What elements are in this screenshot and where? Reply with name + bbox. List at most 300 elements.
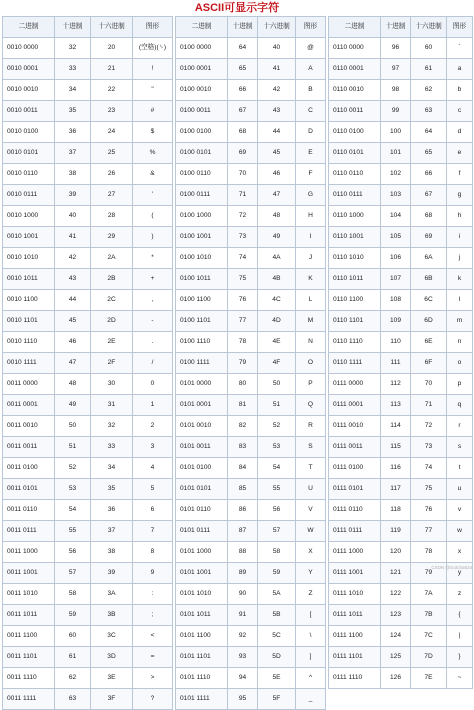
cell-decimal: 103 (381, 185, 411, 206)
cell-hex: 40 (258, 38, 296, 59)
cell-hex: 69 (411, 227, 447, 248)
cell-decimal: 110 (381, 332, 411, 353)
cell-glyph: > (133, 668, 173, 689)
table-row (176, 122, 326, 143)
ascii-table-block-2 (175, 16, 326, 710)
header-hex: 十六进制 (258, 17, 296, 38)
cell-glyph: I (296, 227, 326, 248)
table-row (3, 206, 173, 227)
cell-glyph: z (447, 584, 473, 605)
cell-glyph: a (447, 59, 473, 80)
cell-binary: 0100 0111 (176, 185, 228, 206)
cell-hex: 55 (258, 479, 296, 500)
table-row (3, 143, 173, 164)
table-row (329, 395, 473, 416)
cell-binary: 0011 0001 (3, 395, 55, 416)
table-row (329, 206, 473, 227)
table-row (329, 80, 473, 101)
table-row (329, 59, 473, 80)
cell-hex: 59 (258, 563, 296, 584)
cell-hex: 41 (258, 59, 296, 80)
cell-hex: 75 (411, 479, 447, 500)
cell-decimal: 69 (228, 143, 258, 164)
cell-glyph: 3 (133, 437, 173, 458)
cell-glyph: ^ (296, 668, 326, 689)
header-glyph: 图形 (133, 17, 173, 38)
cell-glyph: ; (133, 605, 173, 626)
cell-decimal: 75 (228, 269, 258, 290)
cell-decimal: 111 (381, 353, 411, 374)
cell-hex: 26 (91, 164, 133, 185)
cell-hex: 24 (91, 122, 133, 143)
table-row (329, 437, 473, 458)
table-row (176, 185, 326, 206)
cell-glyph: } (447, 647, 473, 668)
cell-decimal: 124 (381, 626, 411, 647)
cell-glyph: A (296, 59, 326, 80)
cell-binary: 0100 1010 (176, 248, 228, 269)
cell-binary: 0110 0000 (329, 38, 381, 59)
cell-binary: 0011 1100 (3, 626, 55, 647)
cell-binary: 0010 0100 (3, 122, 55, 143)
cell-binary: 0100 1110 (176, 332, 228, 353)
cell-glyph: ) (133, 227, 173, 248)
table-row (176, 521, 326, 542)
cell-hex: 6E (411, 332, 447, 353)
cell-glyph: Q (296, 395, 326, 416)
cell-glyph: M (296, 311, 326, 332)
cell-binary: 0010 1011 (3, 269, 55, 290)
cell-binary: 0111 0100 (329, 458, 381, 479)
cell-decimal: 45 (55, 311, 91, 332)
table-row (329, 311, 473, 332)
cell-glyph: o (447, 353, 473, 374)
cell-hex: 73 (411, 437, 447, 458)
cell-decimal: 96 (381, 38, 411, 59)
cell-binary: 0011 1000 (3, 542, 55, 563)
cell-decimal: 41 (55, 227, 91, 248)
table-row (329, 101, 473, 122)
table-row (3, 689, 173, 710)
cell-decimal: 79 (228, 353, 258, 374)
header-binary: 二进制 (329, 17, 381, 38)
cell-decimal: 88 (228, 542, 258, 563)
cell-glyph: n (447, 332, 473, 353)
cell-hex: 76 (411, 500, 447, 521)
cell-decimal: 68 (228, 122, 258, 143)
cell-glyph: @ (296, 38, 326, 59)
cell-binary: 0100 1001 (176, 227, 228, 248)
cell-binary: 0011 0010 (3, 416, 55, 437)
header-binary: 二进制 (176, 17, 228, 38)
cell-decimal: 63 (55, 689, 91, 710)
cell-glyph: p (447, 374, 473, 395)
table-row (176, 500, 326, 521)
cell-glyph: T (296, 458, 326, 479)
table-row (3, 290, 173, 311)
cell-decimal: 73 (228, 227, 258, 248)
table-row (176, 479, 326, 500)
table-row (3, 38, 173, 59)
cell-glyph: \ (296, 626, 326, 647)
table-row (176, 395, 326, 416)
cell-binary: 0110 1011 (329, 269, 381, 290)
cell-glyph: G (296, 185, 326, 206)
cell-binary: 0101 0010 (176, 416, 228, 437)
cell-hex: 77 (411, 521, 447, 542)
table-row (3, 563, 173, 584)
table-row (176, 437, 326, 458)
cell-decimal: 66 (228, 80, 258, 101)
table-row (3, 311, 173, 332)
cell-binary: 0011 0101 (3, 479, 55, 500)
cell-hex: 4F (258, 353, 296, 374)
cell-decimal: 35 (55, 101, 91, 122)
cell-hex: 3B (91, 605, 133, 626)
cell-glyph: / (133, 353, 173, 374)
cell-decimal: 33 (55, 59, 91, 80)
cell-binary: 0100 0101 (176, 143, 228, 164)
cell-decimal: 104 (381, 206, 411, 227)
table-row (176, 563, 326, 584)
cell-glyph: . (133, 332, 173, 353)
cell-binary: 0110 1001 (329, 227, 381, 248)
cell-binary: 0100 1000 (176, 206, 228, 227)
cell-glyph: ? (133, 689, 173, 710)
table-row (3, 479, 173, 500)
table-row (176, 206, 326, 227)
table-row (3, 164, 173, 185)
cell-hex: 53 (258, 437, 296, 458)
table-row (329, 227, 473, 248)
cell-binary: 0101 0011 (176, 437, 228, 458)
table-row (176, 269, 326, 290)
cell-hex: 42 (258, 80, 296, 101)
cell-hex: 27 (91, 185, 133, 206)
cell-hex: 5A (258, 584, 296, 605)
cell-glyph: q (447, 395, 473, 416)
cell-glyph: { (447, 605, 473, 626)
cell-glyph: f (447, 164, 473, 185)
cell-binary: 0111 1100 (329, 626, 381, 647)
cell-glyph: c (447, 101, 473, 122)
cell-hex: 2F (91, 353, 133, 374)
cell-decimal: 115 (381, 437, 411, 458)
cell-decimal: 39 (55, 185, 91, 206)
cell-decimal: 109 (381, 311, 411, 332)
cell-glyph: N (296, 332, 326, 353)
cell-binary: 0111 0101 (329, 479, 381, 500)
cell-decimal: 83 (228, 437, 258, 458)
cell-glyph: U (296, 479, 326, 500)
cell-glyph: < (133, 626, 173, 647)
cell-binary: 0111 1010 (329, 584, 381, 605)
cell-glyph: X (296, 542, 326, 563)
cell-hex: 50 (258, 374, 296, 395)
header-decimal: 十进制 (381, 17, 411, 38)
cell-hex: 7D (411, 647, 447, 668)
table-row (3, 647, 173, 668)
cell-binary: 0101 1001 (176, 563, 228, 584)
table-header-row (176, 17, 326, 38)
cell-decimal: 98 (381, 80, 411, 101)
cell-binary: 0101 1111 (176, 689, 228, 710)
cell-decimal: 36 (55, 122, 91, 143)
cell-decimal: 70 (228, 164, 258, 185)
cell-glyph: d (447, 122, 473, 143)
cell-binary: 0111 0000 (329, 374, 381, 395)
table-row (176, 248, 326, 269)
cell-glyph: ` (447, 38, 473, 59)
cell-binary: 0110 1111 (329, 353, 381, 374)
cell-hex: 21 (91, 59, 133, 80)
cell-binary: 0010 1100 (3, 290, 55, 311)
cell-glyph: - (133, 311, 173, 332)
cell-hex: 71 (411, 395, 447, 416)
cell-decimal: 126 (381, 668, 411, 689)
cell-binary: 0110 1101 (329, 311, 381, 332)
cell-glyph: e (447, 143, 473, 164)
cell-decimal: 32 (55, 38, 91, 59)
cell-hex: 3F (91, 689, 133, 710)
cell-decimal: 46 (55, 332, 91, 353)
cell-binary: 0101 0000 (176, 374, 228, 395)
cell-decimal: 50 (55, 416, 91, 437)
cell-hex: 4A (258, 248, 296, 269)
table-row (3, 521, 173, 542)
cell-decimal: 82 (228, 416, 258, 437)
table-row (176, 668, 326, 689)
cell-binary: 0111 1101 (329, 647, 381, 668)
cell-hex: 62 (411, 80, 447, 101)
cell-hex: 7A (411, 584, 447, 605)
cell-glyph: | (447, 626, 473, 647)
cell-hex: 3E (91, 668, 133, 689)
watermark: CSDN @Gotcha624 (431, 565, 472, 570)
table-row (329, 458, 473, 479)
cell-decimal: 101 (381, 143, 411, 164)
cell-glyph: $ (133, 122, 173, 143)
cell-hex: 72 (411, 416, 447, 437)
cell-glyph: ~ (447, 668, 473, 689)
cell-hex: 64 (411, 122, 447, 143)
cell-binary: 0101 0101 (176, 479, 228, 500)
cell-binary: 0100 0011 (176, 101, 228, 122)
cell-decimal: 43 (55, 269, 91, 290)
cell-glyph: P (296, 374, 326, 395)
cell-glyph: l (447, 290, 473, 311)
cell-glyph: D (296, 122, 326, 143)
cell-glyph: Y (296, 563, 326, 584)
header-decimal: 十进制 (55, 17, 91, 38)
cell-binary: 0111 1011 (329, 605, 381, 626)
cell-binary: 0011 0011 (3, 437, 55, 458)
cell-binary: 0100 0000 (176, 38, 228, 59)
cell-decimal: 87 (228, 521, 258, 542)
cell-binary: 0011 0110 (3, 500, 55, 521)
cell-hex: 38 (91, 542, 133, 563)
cell-glyph: 0 (133, 374, 173, 395)
cell-binary: 0110 0111 (329, 185, 381, 206)
cell-hex: 33 (91, 437, 133, 458)
cell-glyph: x (447, 542, 473, 563)
cell-binary: 0110 1000 (329, 206, 381, 227)
cell-decimal: 78 (228, 332, 258, 353)
cell-glyph: K (296, 269, 326, 290)
table-row (176, 353, 326, 374)
cell-glyph: ] (296, 647, 326, 668)
cell-glyph: : (133, 584, 173, 605)
cell-hex: 30 (91, 374, 133, 395)
cell-glyph: u (447, 479, 473, 500)
cell-hex: 28 (91, 206, 133, 227)
cell-decimal: 90 (228, 584, 258, 605)
cell-glyph: [ (296, 605, 326, 626)
cell-decimal: 67 (228, 101, 258, 122)
cell-glyph: + (133, 269, 173, 290)
header-glyph: 图形 (296, 17, 326, 38)
cell-hex: 6F (411, 353, 447, 374)
table-row (3, 269, 173, 290)
cell-decimal: 113 (381, 395, 411, 416)
cell-decimal: 59 (55, 605, 91, 626)
cell-hex: 4C (258, 290, 296, 311)
cell-glyph: 6 (133, 500, 173, 521)
table-row (329, 332, 473, 353)
cell-binary: 0101 1101 (176, 647, 228, 668)
table-row (3, 605, 173, 626)
cell-binary: 0110 0110 (329, 164, 381, 185)
cell-binary: 0111 0110 (329, 500, 381, 521)
table-row (176, 101, 326, 122)
cell-binary: 0010 1111 (3, 353, 55, 374)
cell-decimal: 80 (228, 374, 258, 395)
table-row (329, 584, 473, 605)
table-row (176, 164, 326, 185)
table-row (3, 584, 173, 605)
cell-glyph: B (296, 80, 326, 101)
cell-hex: 34 (91, 458, 133, 479)
table-row (329, 122, 473, 143)
cell-hex: 68 (411, 206, 447, 227)
cell-binary: 0010 0000 (3, 38, 55, 59)
cell-binary: 0010 0001 (3, 59, 55, 80)
table-row (3, 185, 173, 206)
cell-binary: 0010 0111 (3, 185, 55, 206)
table-row (329, 668, 473, 689)
cell-hex: 22 (91, 80, 133, 101)
cell-hex: 65 (411, 143, 447, 164)
cell-decimal: 102 (381, 164, 411, 185)
cell-glyph: 8 (133, 542, 173, 563)
cell-decimal: 95 (228, 689, 258, 710)
cell-binary: 0010 1001 (3, 227, 55, 248)
cell-hex: 48 (258, 206, 296, 227)
cell-hex: 2B (91, 269, 133, 290)
cell-glyph: (空格)(␠) (133, 38, 173, 59)
cell-binary: 0101 1011 (176, 605, 228, 626)
cell-hex: 39 (91, 563, 133, 584)
cell-decimal: 42 (55, 248, 91, 269)
cell-hex: 35 (91, 479, 133, 500)
cell-decimal: 65 (228, 59, 258, 80)
cell-decimal: 81 (228, 395, 258, 416)
cell-glyph: y (447, 563, 473, 584)
cell-decimal: 47 (55, 353, 91, 374)
cell-hex: 51 (258, 395, 296, 416)
cell-binary: 0011 1110 (3, 668, 55, 689)
cell-hex: 74 (411, 458, 447, 479)
cell-decimal: 121 (381, 563, 411, 584)
cell-binary: 0100 0001 (176, 59, 228, 80)
cell-decimal: 52 (55, 458, 91, 479)
cell-decimal: 105 (381, 227, 411, 248)
cell-binary: 0101 1000 (176, 542, 228, 563)
cell-binary: 0101 0100 (176, 458, 228, 479)
table-row (3, 500, 173, 521)
table-row (329, 479, 473, 500)
cell-decimal: 86 (228, 500, 258, 521)
cell-hex: 61 (411, 59, 447, 80)
cell-decimal: 84 (228, 458, 258, 479)
cell-decimal: 97 (381, 59, 411, 80)
table-row (329, 626, 473, 647)
table-row (176, 416, 326, 437)
cell-hex: 5C (258, 626, 296, 647)
table-row (329, 605, 473, 626)
cell-binary: 0110 0001 (329, 59, 381, 80)
cell-glyph: J (296, 248, 326, 269)
page-title: ASCII可显示字符 (194, 2, 280, 14)
cell-decimal: 112 (381, 374, 411, 395)
cell-decimal: 44 (55, 290, 91, 311)
cell-glyph: t (447, 458, 473, 479)
cell-binary: 0110 0010 (329, 80, 381, 101)
cell-decimal: 114 (381, 416, 411, 437)
table-row (176, 626, 326, 647)
table-row (176, 584, 326, 605)
table-row (329, 500, 473, 521)
cell-hex: 79 (411, 563, 447, 584)
cell-hex: 67 (411, 185, 447, 206)
table-row (176, 311, 326, 332)
cell-glyph: O (296, 353, 326, 374)
cell-glyph: 4 (133, 458, 173, 479)
cell-glyph: " (133, 80, 173, 101)
table-row (3, 668, 173, 689)
cell-binary: 0100 1111 (176, 353, 228, 374)
table-row (329, 185, 473, 206)
cell-hex: 60 (411, 38, 447, 59)
cell-glyph: ' (133, 185, 173, 206)
cell-binary: 0110 0100 (329, 122, 381, 143)
cell-binary: 0101 0110 (176, 500, 228, 521)
cell-hex: 49 (258, 227, 296, 248)
cell-hex: 70 (411, 374, 447, 395)
ascii-table-block-3 (328, 16, 473, 689)
cell-decimal: 57 (55, 563, 91, 584)
table-row (3, 437, 173, 458)
cell-decimal: 117 (381, 479, 411, 500)
cell-binary: 0110 1110 (329, 332, 381, 353)
cell-hex: 5D (258, 647, 296, 668)
cell-decimal: 77 (228, 311, 258, 332)
cell-hex: 6B (411, 269, 447, 290)
cell-hex: 6A (411, 248, 447, 269)
cell-binary: 0011 1011 (3, 605, 55, 626)
cell-binary: 0010 1000 (3, 206, 55, 227)
cell-decimal: 60 (55, 626, 91, 647)
